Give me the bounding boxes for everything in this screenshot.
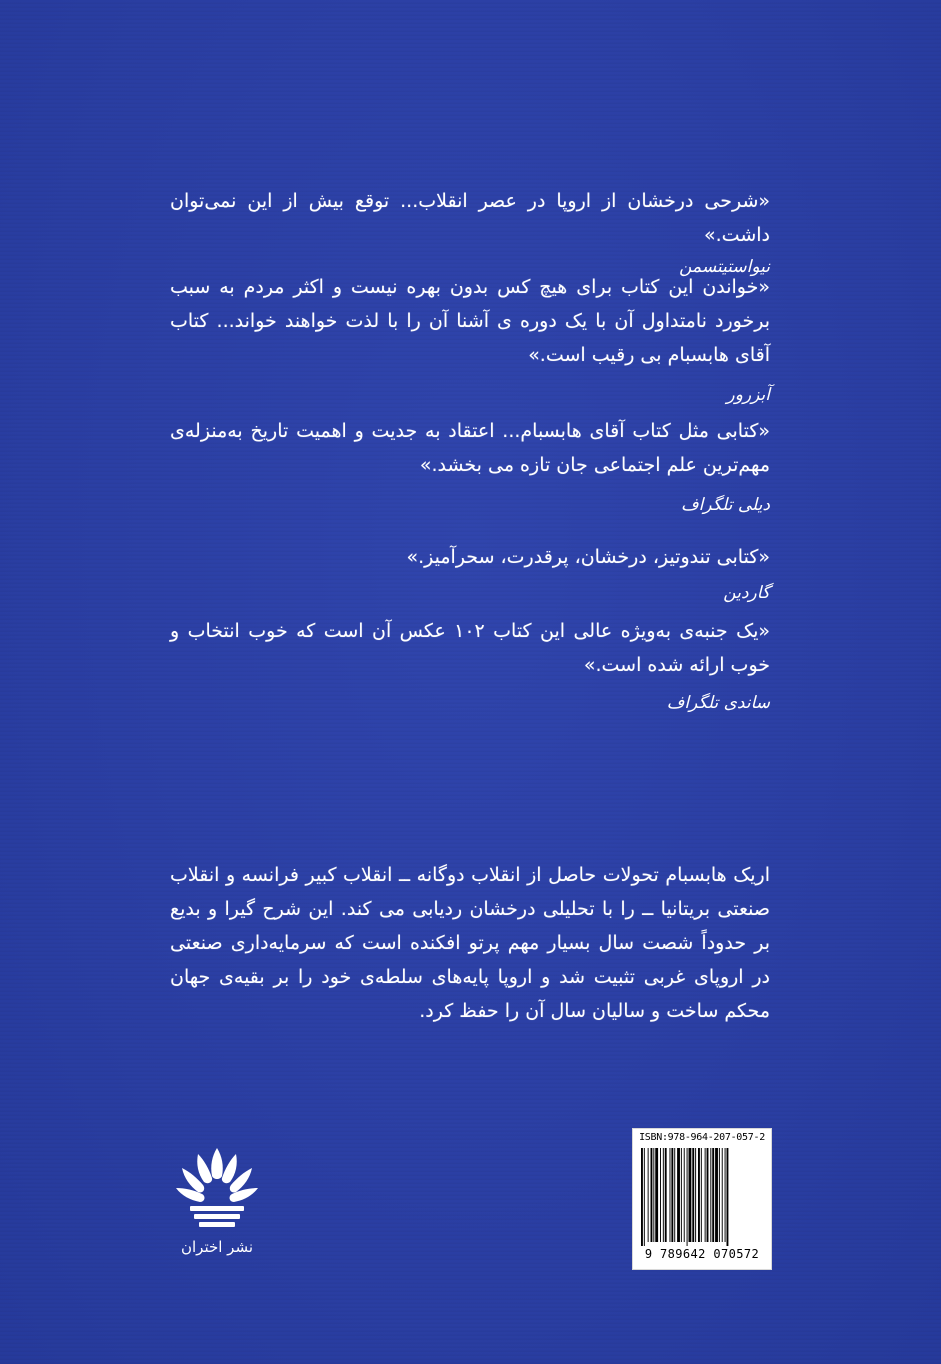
- quote-block-3: [170, 414, 770, 520]
- barcode-bar: [663, 1148, 664, 1242]
- barcode-bar: [701, 1148, 702, 1242]
- barcode-bar: [722, 1148, 723, 1242]
- quote-block-5: [170, 614, 770, 718]
- isbn-barcode: [632, 1128, 772, 1270]
- barcode-bar: [660, 1148, 661, 1242]
- barcode-bar: [651, 1148, 653, 1242]
- barcode-bar: [665, 1148, 667, 1242]
- barcode-bar: [641, 1148, 643, 1246]
- quote-text: «کتابی تندوتیز، درخشان، پرقدرت، سحرآمیز.»: [406, 546, 770, 568]
- isbn-label: ISBN:978-964-207-057-2: [639, 1132, 765, 1143]
- barcode-bar: [684, 1148, 685, 1242]
- barcode-bar: [712, 1148, 714, 1242]
- barcode-bar: [655, 1148, 658, 1242]
- barcode-bar: [715, 1148, 718, 1242]
- quote-text: «یک جنبه‌ی به‌ویژه عالی این کتاب ۱۰۲ عکس آن است که خوب انتخاب و خوب ارائه شده است.»: [170, 620, 770, 676]
- barcode-icon: [639, 1148, 765, 1246]
- barcode-bar: [719, 1148, 720, 1242]
- barcode-bar: [692, 1148, 694, 1242]
- barcode-bar: [725, 1148, 726, 1242]
- barcode-bar: [681, 1148, 682, 1242]
- quote-block-1: [170, 184, 770, 282]
- barcode-bar: [644, 1148, 645, 1246]
- barcode-bar: [648, 1148, 649, 1242]
- barcode-bar: [698, 1148, 700, 1242]
- barcode-bar: [689, 1148, 692, 1242]
- barcode-bar: [671, 1148, 673, 1242]
- quote-source: آبزرور: [726, 385, 770, 405]
- publisher-logo-icon: [172, 1142, 262, 1234]
- barcode-bar: [695, 1148, 696, 1242]
- quote-source: ساندی تلگراف: [666, 693, 770, 713]
- barcode-bar: [705, 1148, 706, 1242]
- quote-text: «خواندن این کتاب برای هیچ کس بدون بهره نیست و اکثر مردم به سبب برخورد نامتداول آن با یک دوره ی آشنا آن را با لذت خواهند خواند... کتاب آقای هابسبام بی رقیب است.»: [170, 276, 770, 366]
- barcode-bar: [674, 1148, 675, 1242]
- barcode-bar: [707, 1148, 709, 1242]
- barcode-bar: [687, 1148, 688, 1246]
- quote-source: گاردین: [723, 583, 770, 603]
- barcode-bar: [653, 1148, 654, 1242]
- barcode-bar: [677, 1148, 680, 1242]
- quote-block-2: [170, 270, 770, 410]
- barcode-digits: 9 789642 070572: [644, 1247, 760, 1261]
- quote-source: نیواستیتسمن: [679, 257, 770, 277]
- barcode-bar: [670, 1148, 671, 1242]
- book-description: اریک هابسبام تحولات حاصل از انقلاب دوگانه ــ انقلاب کبیر فرانسه و انقلاب صنعتی بریتانیا ــ را با تحلیلی درخشان ردیابی می کند. این شرح گیرا و بدیع بر حدوداً شصت سال بسیار مهم پرتو افکنده است که سرمایه‌داری صنعتی در اروپای غربی تثبیت شد و اروپا پایه‌های سلطه‌ی خود را بر بقیه‌ی جهان محکم ساخت و سالیان سال آن را حفظ کرد.: [170, 864, 770, 1022]
- publisher-name: نشر اختران: [180, 1238, 254, 1256]
- quote-text: «کتابی مثل کتاب آقای هابسبام... اعتقاد به جدیت و اهمیت تاریخ به‌منزله‌ی مهم‌ترین علم اجتماعی جان تازه می بخشد.»: [170, 420, 770, 476]
- quote-text: «شرحی درخشان از اروپا در عصر انقلاب... توقع بیش از این نمی‌توان داشت.»: [170, 190, 770, 246]
- barcode-bar: [710, 1148, 711, 1242]
- quote-source: دیلی تلگراف: [681, 495, 770, 515]
- quote-block-4: [170, 540, 770, 608]
- barcode-bar: [727, 1148, 729, 1246]
